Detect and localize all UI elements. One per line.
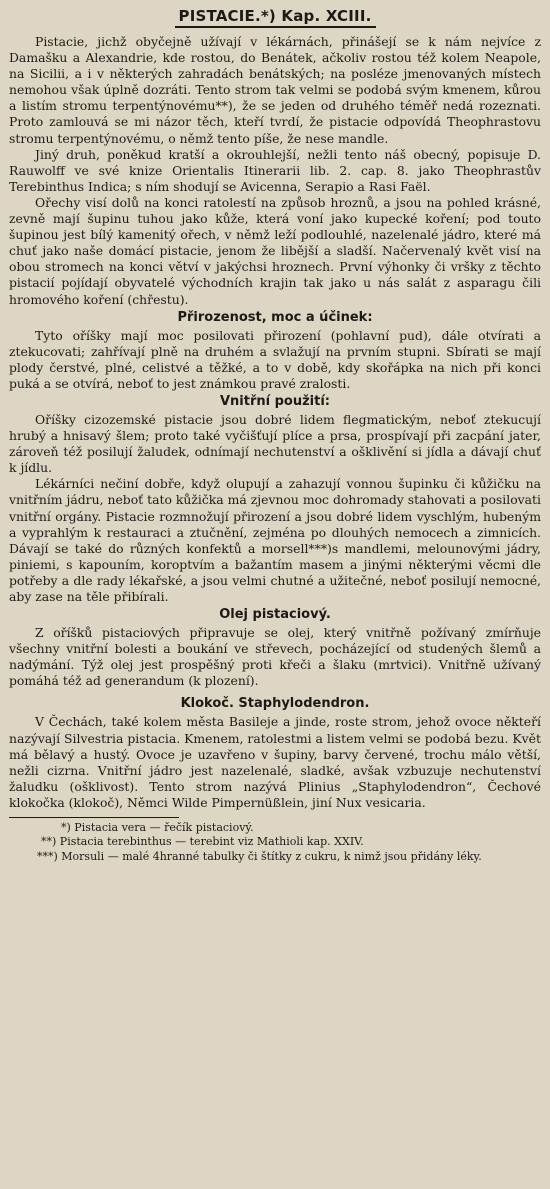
section-heading-oil: Olej pistaciový. [219,607,331,623]
paragraph-internal-use-2: Lékárníci nečiní dobře, když olupují a zahazují vonnou šupinku či kůžičku na vnitřním jádru, neboť tato kůžička má zjevnou moc dohromady stahovati a posilovati vnitřní orgány. Pistacie rozmnožují přirození a jsou dobré lidem vyschlým, hubeným a vyprahlým k restauraci a ztučnění, zejména po dlouhých nemocech a zimnicích. Dávají se také do různých konfektů a morsell***)s mandlemi, melounovými jádry, piniemi, s kapouním, koroptvím a bažantím masem a jinými některými věcmi dle potřeby a dle rady lékařské, a jsou velmi chutné a užitečné, neboť posilují nemocné, aby zase na těle přibírali. [9,476,541,604]
paragraph-other-kind: Jiný druh, poněkud kratší a okrouhlejší, nežli tento náš obecný, popisuje D. Rauwolff ve své knize Orientalis Itinerarii lib. 2. cap. 8. jako Theophrastův Terebinthus Indica; s ním shodují se Avicenna, Serapio a Rasi Faël. [9,146,541,194]
paragraph-oil: Z oříšků pistaciových připravuje se olej, který vnitřně požívaný zmírňuje všechny vnitřní bolesti a boukání ve střevech, pocházející od studených šlemů a nadýmání. Týž olej jest prospěšný proti křeči a šlaku (mrtvici). Vnitřně užívaný pomáhá též ad generandum (k plození). [9,625,541,689]
footnote-3: ***) Morsuli — malé 4hranné tabulky či štítky z cukru, k nimž jsou přidány léky. [37,849,482,863]
paragraph-intro: Pistacie, jichž obyčejně užívají v lékárnách, přinášejí se k nám nejvíce z Damašku a Alexandrie, kde rostou, do Benátek, ačkoliv rostou též kolem Neapole, na Sicilii, a i v některých zahradách benátských; na posléze jmenovaných místech nemohou však úplně dozráti. Tento strom tak velmi se podobá svým kmenem, kůrou a listím stromu terpentýnovému**), že se jeden od druhého téměř nedá rozeznati. Proto zamlouvá se mi názor těch, kteří tvrdí, že pistacie odpovídá Theophrastovu stromu terpentýnovému, o němž tento píše, že nese mandle. [9,34,541,146]
footnote-1: *) Pistacia vera — řečík pistaciový. [61,821,254,835]
section-heading-nature: Přirozenost, moc a účinek: [177,309,373,325]
footnote-2: **) Pistacia terebinthus — terebint viz Mathioli kap. XXIV. [41,835,364,849]
paragraph-nature: Tyto oříšky mají moc posilovati přirození (pohlavní pud), dále otvírati a ztekucovati; zahřívají plně na druhém a svlažují na prvním stupni. Sbírati se mají plody čerstvé, plné, celistvé a těžké, a to v době, kdy skořápka na nich při konci puká a se otvírá, neboť to jest známkou pravé zralosti. [9,327,541,391]
paragraph-nuts: Ořechy visí dolů na konci ratolestí na způsob hroznů, a jsou na pohled krásné, zevně mají šupinu tuhou jako kůže, která voní jako kupecké koření; pod touto šupinou jest bílý kamenitý ořech, v němž leží podlouhlé, nazelenalé jádro, které má chuť jako naše domácí pistacie, jenom že libější a sladší. Načervenalý květ visí na obou stromech na konci větví v jakýchsi hroznech. První výhonky či vršky z těchto pistacií pojídají obyvatelé východních krajin tak jako u nás salát z asparagu čili hromového koření (chřestu). [9,194,541,307]
footnote-divider [9,817,179,818]
section-heading-klokoc: Klokoč. Staphylodendron. [180,696,370,712]
title-wrap [9,6,541,28]
section-heading-internal-use: Vnitřní použití: [219,393,331,409]
paragraph-internal-use-1: Oříšky cizozemské pistacie jsou dobré lidem flegmatickým, neboť ztekucují hrubý a hnisavý šlem; proto také vyčišťují plíce a prsa, prospívají při zacpání jater, zároveň též posilují žaludek, odnímají nechutenství a ošklivění si jídla a dávají chuť k jídlu. [9,411,541,476]
paragraph-klokoc: V Čechách, také kolem města Basileje a jinde, roste strom, jehož ovoce někteří nazývají Silvestria pistacia. Kmenem, ratolestmi a listem velmi se podobá bezu. Květ má bělavý a hustý. Ovoce je uzavřeno v šupiny, barvy červené, trochu málo větší, nežli cizrna. Vnitřní jádro jest nazelenalé, sladké, avšak vzbuzuje nechutenství žaludku (ošklivost). Tento strom nazývá Plinius „Staphylodendron“, Čechové klokočka (klokoč), Němci Wilde Pimpernüßlein, jiní Nux vesicaria. [9,714,541,810]
chapter-title: PISTACIE.*) Kap. XCIII. [175,7,376,28]
